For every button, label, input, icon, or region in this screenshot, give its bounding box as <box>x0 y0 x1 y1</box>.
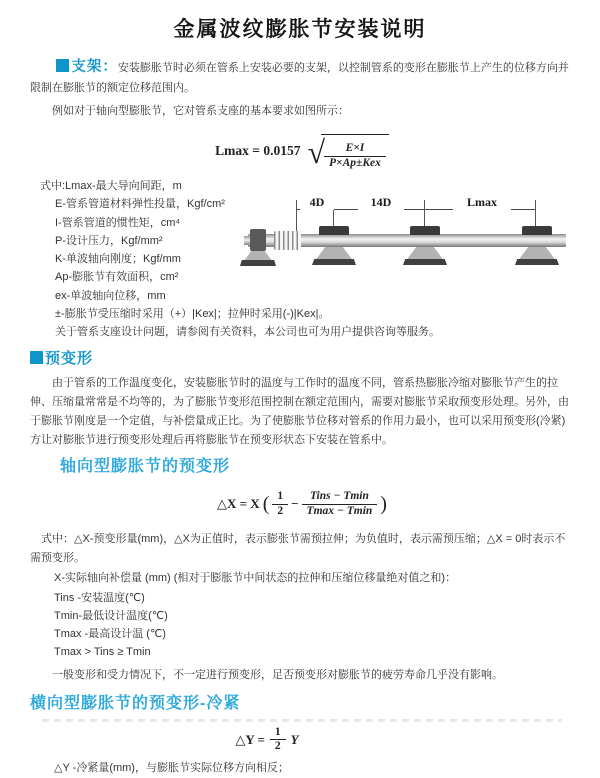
support-intro-text: 安装膨胀节时必须在管系上安装必要的支架，以控制管系的变形在膨胀节上产生的位移方向并限制在膨胀节的额定位移范围内。 <box>30 62 569 94</box>
formula-lhs: Lmax = 0.0157 <box>215 143 301 158</box>
pipe-guide-support <box>403 196 447 268</box>
anchor-base <box>240 260 276 266</box>
consulting-note: 关于管系支座设计问题，请参阅有关资料，本公司也可为用户提供咨询等服务。 <box>55 326 440 339</box>
definition-line: 式中:Lmax-最大导向间距，m <box>40 180 182 192</box>
axial-formula-explanation: 式中：△X-预变形量(mm)，△X为正值时，表示膨张节需预拉伸；为负值时，表示需预压缩；△X = 0时表示不需预变形。 <box>30 533 566 565</box>
half-numerator: 1 <box>274 725 281 738</box>
anchor-neck <box>243 251 273 260</box>
plus-minus-note: ±-膨胀节受压缩时采用（+）|Kex|；拉伸时采用(-)|Kex|。 <box>55 308 330 321</box>
support-base <box>312 259 356 265</box>
fraction-numerator: E×I <box>345 141 365 154</box>
pipe-support-diagram <box>248 196 600 291</box>
formula-rhs: Y <box>290 731 299 747</box>
temperature-definitions <box>30 589 574 661</box>
page-title: 金属波纹膨胀节安装说明 <box>173 18 427 41</box>
half-numerator: 1 <box>277 490 284 503</box>
axial-subsection-heading: 轴向型膨胀节的预变形 <box>60 458 231 476</box>
support-neck <box>312 247 356 260</box>
support-base <box>515 259 559 265</box>
support-section-heading: 支架： <box>71 59 118 75</box>
dim-label-lmax: Lmax <box>453 195 511 210</box>
dim-label-4d: 4D <box>300 195 334 210</box>
blue-square-icon <box>56 59 69 72</box>
close-paren: ) <box>380 493 387 516</box>
cold-tightening-note: △Y -冷紧量(mm)，与膨胀节实际位移方向相反； <box>54 761 289 774</box>
support-base <box>403 259 447 265</box>
support-example-line: 例如对于轴向型膨胀节，它对管系支座的基本要求如图所示： <box>52 105 349 117</box>
pipe-guide-support <box>515 196 559 268</box>
fraction-denominator: P×Ap±Kex <box>324 156 386 171</box>
dimension-tick <box>296 200 297 233</box>
definition-line: Ap-膨胀节有效面积，cm² <box>55 271 179 284</box>
axial-general-note: 一般变形和受力情况下，不一定进行预变形，足否预变形对膨胀节的疲劳寿命几乎没有影响。 <box>52 668 503 681</box>
definition-line: E-管系管道材料弹性投量，Kgf/cm² <box>55 198 225 211</box>
formula-lhs: △Y = <box>235 731 265 747</box>
blue-square-icon <box>30 351 43 364</box>
fraction-denominator: Tmax − Tmin <box>302 504 378 519</box>
temperature-inequality: Tmax > Tins ≥ Tmin <box>54 645 151 658</box>
cropped-next-text-line <box>42 719 562 722</box>
definition-line: I-管系管道的惯性矩，cm⁴ <box>55 216 181 229</box>
half-denominator: 2 <box>270 739 286 754</box>
predeform-heading-label: 预变形 <box>45 349 94 367</box>
temperature-line: Tmax -最高设计温 (℃) <box>54 627 166 640</box>
axial-predeform-formula <box>30 485 574 523</box>
one-half-fraction <box>270 726 286 755</box>
lateral-coldtight-formula <box>30 724 504 756</box>
document-content <box>0 57 600 778</box>
formula-lhs: △X = X <box>217 496 260 512</box>
support-neck <box>515 247 559 260</box>
support-neck <box>403 247 447 260</box>
support-intro-paragraph <box>30 57 574 98</box>
definition-line: ex-单波轴向位移，mm <box>55 289 166 302</box>
pipe-guide-support <box>312 196 356 268</box>
support-cap <box>410 226 440 235</box>
fixed-anchor-support <box>250 229 266 251</box>
sqrt-radical-icon: √ <box>307 134 326 170</box>
x-definition-line: X-实际轴向补偿量 (mm) (相对于膨胀节中间状态的拉伸和压缩位移量绝对值之和)： <box>54 572 457 585</box>
definition-line: P-设计压力，Kgf/mm² <box>55 234 163 247</box>
minus-sign: − <box>291 496 299 512</box>
temperature-line: Tmin-最低设计温度(℃) <box>54 609 168 622</box>
predeform-paragraph: 由于管系的工作温度变化，安装膨胀节时的温度与工作时的温度不同，管系热膨胀冷缩对膨胀节产生的拉伸、压缩量常常是不均等的，为了膨胀节变形范围控制在额定范围内，需要对膨胀节采取预变形处理。另外，由于膨胀节刚度是一个定值，与补偿量成正比。为了使膨胀节位移对管系的作用力最小，也可以采用预变形(冷紧)方让对膨胀节进行预变形处理后再将膨胀节在预变形状态下安装在管系中。 <box>30 376 569 447</box>
support-cap <box>522 226 552 235</box>
temperature-line: Tins -安装温度(℃) <box>54 591 145 604</box>
formula-fraction <box>324 142 386 171</box>
temperature-fraction <box>302 490 378 519</box>
open-paren: ( <box>262 493 270 516</box>
sqrt-body <box>321 134 389 171</box>
dim-label-14d: 14D <box>358 195 404 210</box>
predeform-section-heading <box>30 349 574 369</box>
support-cap <box>319 226 349 235</box>
lateral-subsection-heading: 横向型膨胀节的预变形-冷紧 <box>30 694 241 712</box>
bellows-expansion-joint-icon <box>274 231 301 250</box>
half-denominator: 2 <box>272 504 288 519</box>
one-half-fraction <box>272 490 288 519</box>
guide-spacing-formula <box>30 130 574 172</box>
fraction-numerator: Tins − Tmin <box>309 490 369 503</box>
definition-line: K-单波轴向刚度；Kgf/mm <box>55 253 181 266</box>
